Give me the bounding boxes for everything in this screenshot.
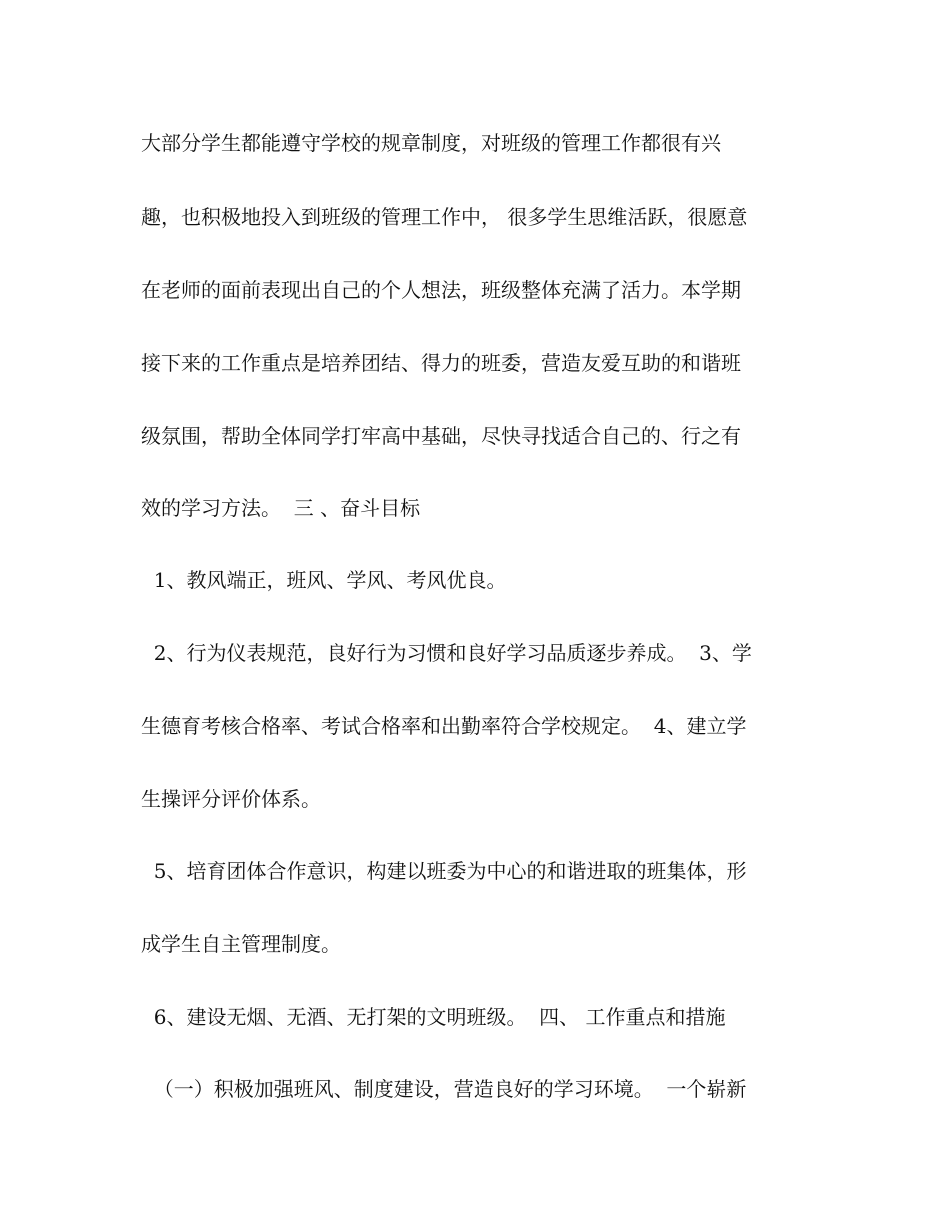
section-subheading: （一）积极加强班风、制度建设，营造良好的学习环境。 一个崭新: [141, 1077, 747, 1101]
text-line: 级氛围，帮助全体同学打牢高中基础，尽快寻找适合自己的、行之有: [141, 424, 741, 448]
text-line: 在老师的面前表现出自己的个人想法，班级整体充满了活力。本学期: [141, 278, 741, 302]
list-item-1: 1、教风端正，班风、学风、考风优良。: [141, 568, 507, 592]
text-line: 接下来的工作重点是培养团结、得力的班委，营造友爱互助的和谐班: [141, 351, 741, 375]
list-item-6: 6、建设无烟、无酒、无打架的文明班级。 四、 工作重点和措施: [141, 1005, 726, 1029]
text-line: 效的学习方法。 三 、奋斗目标: [141, 496, 421, 520]
text-line: 成学生自主管理制度。: [141, 932, 341, 956]
list-item-5: 5、培育团体合作意识，构建以班委为中心的和谐进取的班集体，形: [141, 859, 747, 883]
text-line: 生操评分评价体系。: [141, 787, 321, 811]
list-item-2: 2、行为仪表规范，良好行为习惯和良好学习品质逐步养成。 3、学: [141, 641, 752, 665]
text-line: 趣，也积极地投入到班级的管理工作中， 很多学生思维活跃，很愿意: [141, 205, 748, 229]
text-line: 生德育考核合格率、考试合格率和出勤率符合学校规定。 4、建立学: [141, 714, 747, 738]
text-line: 大部分学生都能遵守学校的规章制度，对班级的管理工作都很有兴: [141, 131, 721, 155]
